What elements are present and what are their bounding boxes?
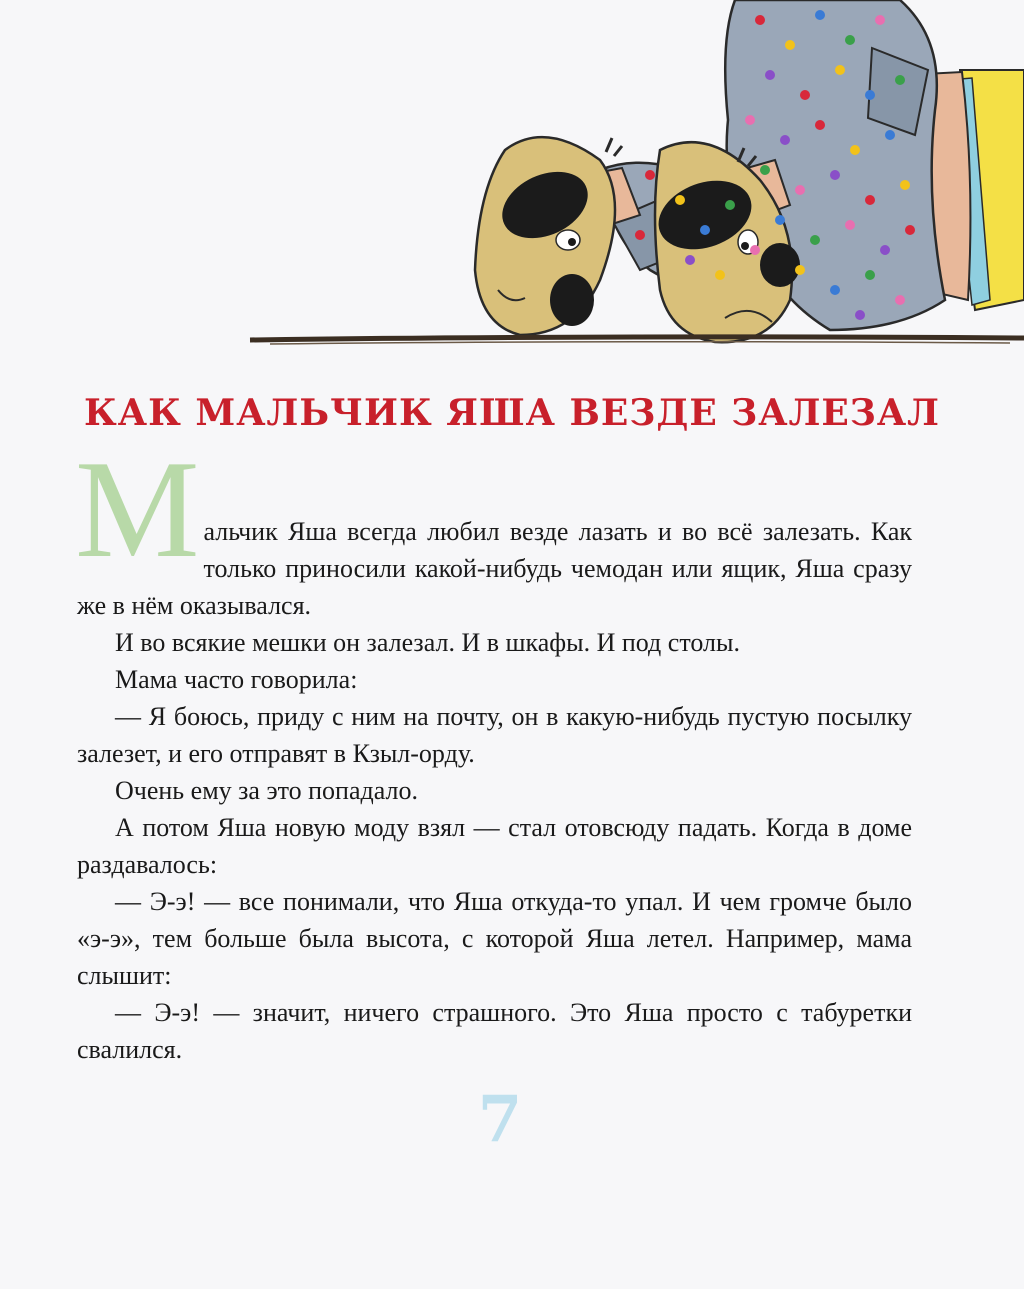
story-body [75,432,912,1068]
paragraph: Мама часто говорила: [115,665,358,694]
paragraph-first: альчик Яша всегда любил везде лазать и во всё залезать. Как только приносили какой-нибудь чемодан или ящик, Яша сразу же в нём оказывался. [77,517,912,620]
paragraph: Очень ему за это попадало. [115,776,418,805]
story-title: КАК МАЛЬЧИК ЯША ВЕЗДЕ ЗАЛЕЗАЛ [84,392,940,434]
paragraph: — Э-э! — все понимали, что Яша откуда-то упал. И чем громче было «э-э», тем больше была высота, с которой Яша летел. Например, мама слышит: [77,887,912,990]
page-number: 7 [477,1082,523,1157]
paragraph: А потом Яша новую моду взял — стал отовсюду падать. Когда в доме раздавалось: [77,813,912,879]
paragraph: — Я боюсь, приду с ним на почту, он в какую-нибудь пустую посылку залезет, и его отправят в Кзыл-орду. [77,702,912,768]
boy-upside-down-illustration [0,0,1024,360]
paragraph: И во всякие мешки он залезал. И в шкафы. И под столы. [115,628,740,657]
paragraph: — Э-э! — значит, ничего страшного. Это Яша просто с табуретки свалился. [77,998,912,1064]
drop-cap: М [75,432,200,587]
